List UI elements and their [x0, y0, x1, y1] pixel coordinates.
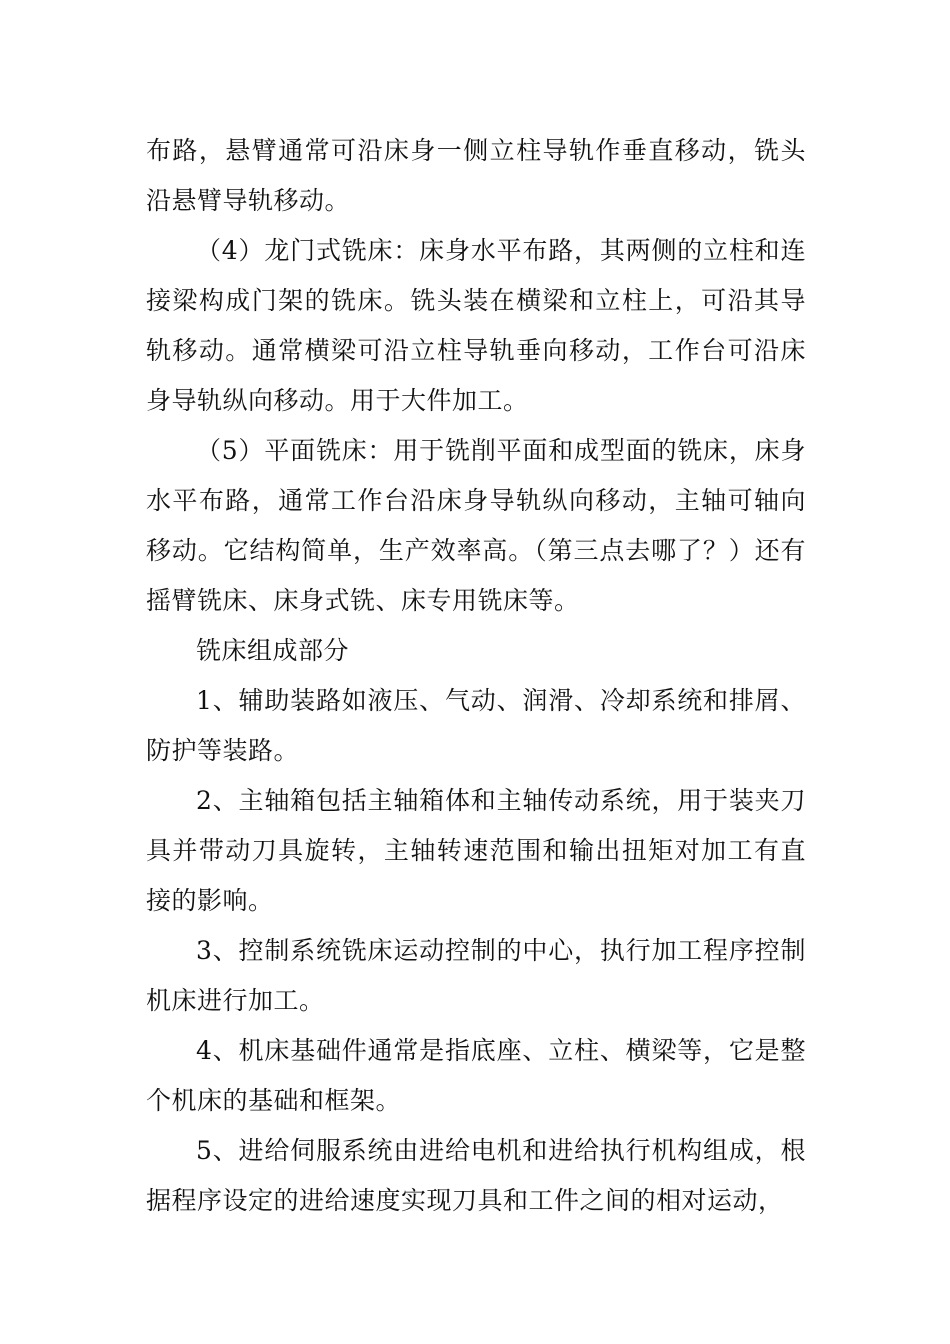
document-body — [146, 126, 806, 1226]
section-heading-components: 铣床组成部分 — [196, 636, 350, 665]
paragraph-surface-milling-machine: （5）平面铣床：用于铣削平面和成型面的铣床，床身水平布路，通常工作台沿床身导轨纵向移动，主轴可轴向移动。它结构简单，生产效率高。（第三点去哪了？）还有摇臂铣床、床身式铣、床专用铣床等。 — [146, 436, 806, 615]
paragraph-milling-head-continuation: 布路，悬臂通常可沿床身一侧立柱导轨作垂直移动，铣头沿悬臂导轨移动。 — [146, 136, 806, 215]
list-item-auxiliary-devices: 1、辅助装路如液压、气动、润滑、冷却系统和排屑、防护等装路。 — [146, 686, 806, 765]
list-item-control-system: 3、控制系统铣床运动控制的中心，执行加工程序控制机床进行加工。 — [146, 936, 806, 1015]
paragraph-gantry-milling-machine: （4）龙门式铣床：床身水平布路，其两侧的立柱和连接梁构成门架的铣床。铣头装在横梁和立柱上，可沿其导轨移动。通常横梁可沿立柱导轨垂向移动，工作台可沿床身导轨纵向移动。用于大件加工。 — [146, 236, 806, 415]
list-item-base-parts: 4、机床基础件通常是指底座、立柱、横梁等，它是整个机床的基础和框架。 — [146, 1036, 806, 1115]
list-item-spindle-box: 2、主轴箱包括主轴箱体和主轴传动系统，用于装夹刀具并带动刀具旋转，主轴转速范围和输出扭矩对加工有直接的影响。 — [146, 786, 806, 915]
list-item-feed-servo-system: 5、进给伺服系统由进给电机和进给执行机构组成，根据程序设定的进给速度实现刀具和工件之间的相对运动， — [146, 1136, 806, 1215]
